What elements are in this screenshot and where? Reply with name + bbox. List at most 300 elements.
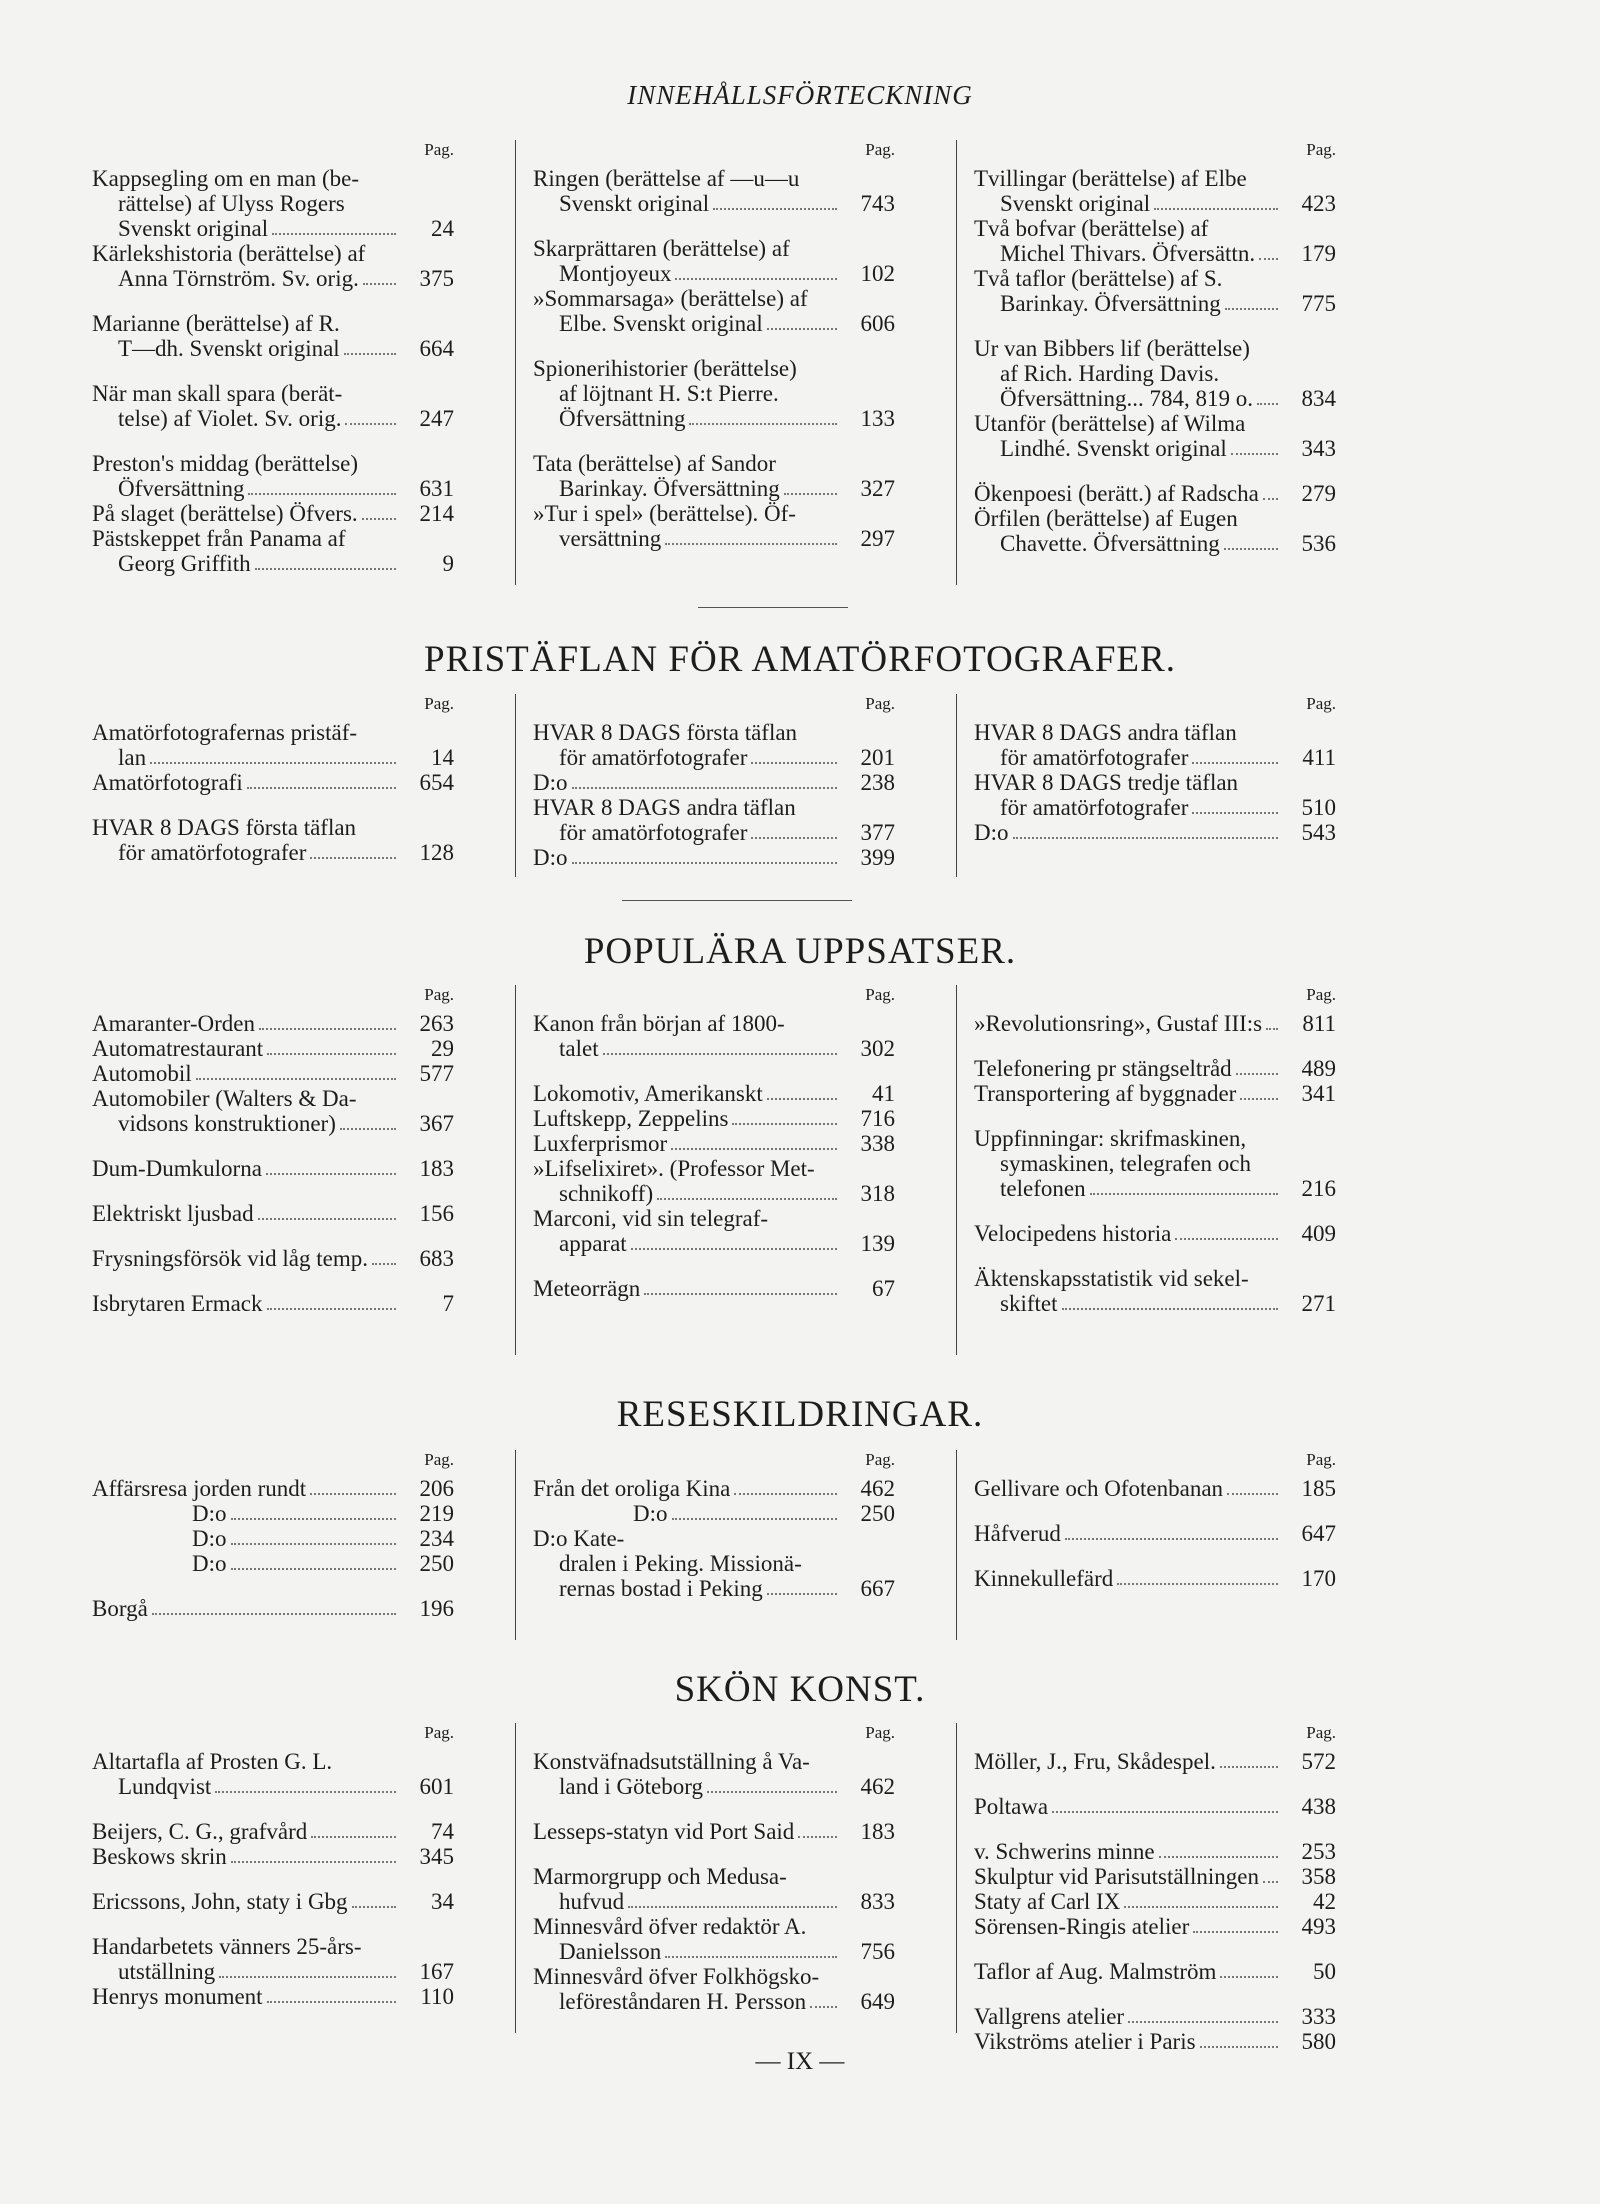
- index-entry: [533, 1749, 895, 1799]
- entry-line-text: Konstväfnadsutställning å Va-: [533, 1749, 810, 1774]
- entry-line: [92, 1201, 400, 1226]
- entry-line-text: Meteorrägn: [533, 1276, 641, 1301]
- entry-line-text: Georg Griffith: [118, 551, 251, 576]
- entry-text: [533, 1276, 841, 1301]
- spacer: [92, 1181, 454, 1201]
- spacer: [974, 461, 1336, 481]
- page-ref: 367: [419, 1111, 454, 1136]
- entry-line: [533, 311, 841, 336]
- entry-text: [92, 501, 400, 526]
- spacer: [533, 1844, 895, 1864]
- page-ref: 250: [860, 1501, 895, 1526]
- index-entry: [974, 1266, 1336, 1316]
- dot-leader: [751, 762, 837, 764]
- entry-line-text: Ökenpoesi (berätt.) af Radscha: [974, 481, 1259, 506]
- index-entry: [974, 1864, 1336, 1889]
- page-ref: 743: [860, 191, 895, 216]
- dot-leader: [231, 1543, 397, 1545]
- entry-line-text: D:o: [192, 1551, 227, 1576]
- column-divider: [515, 985, 516, 1355]
- entry-text: [974, 216, 1282, 266]
- page-ref: 756: [860, 1939, 895, 1964]
- entry-text: [533, 1819, 841, 1844]
- section-title: PRISTÄFLAN FÖR AMATÖRFOTOGRAFER.: [424, 639, 1176, 680]
- entry-line-text: »Revolutionsring», Gustaf III:s: [974, 1011, 1263, 1036]
- dot-leader: [258, 1218, 396, 1220]
- dot-leader: [345, 423, 396, 425]
- entry-line: [92, 1984, 400, 2009]
- entry-line-text: Luxferprismor: [533, 1131, 668, 1156]
- page-ref: 811: [1302, 1011, 1336, 1036]
- entry-line: [974, 241, 1282, 266]
- dot-leader: [1266, 1028, 1278, 1030]
- page-ref: 271: [1301, 1291, 1336, 1316]
- page-ref: 42: [1313, 1889, 1336, 1914]
- page-ref: 631: [419, 476, 454, 501]
- entry-line-text: talet: [559, 1036, 599, 1061]
- dot-leader: [1224, 548, 1278, 550]
- dot-leader: [1159, 1856, 1278, 1858]
- index-entry: [92, 1246, 454, 1271]
- index-entry: [974, 166, 1336, 216]
- entry-line-text: Henrys monument: [92, 1984, 263, 2009]
- entry-line: [533, 1081, 841, 1106]
- entry-text: [92, 381, 400, 431]
- entry-text: [533, 1476, 841, 1501]
- entry-text: [92, 1551, 400, 1576]
- entry-line-text: Ur van Bibbers lif (berättelse): [974, 336, 1250, 361]
- page-ref: 377: [860, 820, 895, 845]
- dot-leader: [665, 543, 837, 545]
- entry-text: [92, 1011, 400, 1036]
- entry-text: [92, 1889, 400, 1914]
- index-entry: [974, 1889, 1336, 1914]
- index-entry: [533, 1276, 895, 1301]
- entry-line-text: D:o Kate-: [533, 1526, 625, 1551]
- entry-line-text: Preston's middag (berättelse): [92, 451, 359, 476]
- dot-leader: [372, 1263, 396, 1265]
- index-entry: [92, 1011, 454, 1036]
- column: [974, 1450, 1336, 1591]
- entry-text: [974, 1889, 1282, 1914]
- entry-line-text: Telefonering pr stängseltråd: [974, 1056, 1232, 1081]
- dot-leader: [572, 787, 838, 789]
- page-ref: 399: [860, 845, 895, 870]
- entry-line: [92, 216, 400, 241]
- entry-text: [533, 1106, 841, 1131]
- pag-label: Pag.: [865, 985, 895, 1004]
- entry-line: [92, 1501, 400, 1526]
- entry-line-text: Öfversättning: [559, 406, 686, 431]
- entry-line: [92, 840, 400, 865]
- entry-line: [92, 770, 400, 795]
- entry-line-text: Utanför (berättelse) af Wilma: [974, 411, 1246, 436]
- entry-text: [92, 1934, 400, 1984]
- page-ref: 50: [1313, 1959, 1336, 1984]
- spacer: [974, 316, 1336, 336]
- dot-leader: [231, 1518, 397, 1520]
- dot-leader: [672, 1518, 838, 1520]
- index-entry: [533, 720, 895, 770]
- index-entry: [92, 451, 454, 501]
- column-divider: [956, 1450, 957, 1640]
- dot-leader: [1062, 1308, 1279, 1310]
- column: [533, 985, 895, 1301]
- entry-line: [92, 1011, 400, 1036]
- entry-line: [974, 1081, 1282, 1106]
- entry-line: [92, 1844, 400, 1869]
- entry-line-text: D:o: [633, 1501, 668, 1526]
- spacer: [974, 1774, 1336, 1794]
- entry-text: [533, 1501, 841, 1526]
- page-ref: 318: [860, 1181, 895, 1206]
- entry-line-text: Altartafla af Prosten G. L.: [92, 1749, 333, 1774]
- entry-line-text: Skarprättaren (berättelse) af: [533, 236, 790, 261]
- entry-line-text: Michel Thivars. Öfversättn.: [1000, 241, 1256, 266]
- entry-line-text: Ericssons, John, staty i Gbg: [92, 1889, 348, 1914]
- entry-line-text: Lokomotiv, Amerikanskt: [533, 1081, 763, 1106]
- spacer: [974, 1201, 1336, 1221]
- dot-leader: [767, 1098, 837, 1100]
- column: [92, 1723, 454, 2009]
- spacer: [92, 1226, 454, 1246]
- entry-line-text: dralen i Peking. Missionä-: [559, 1551, 802, 1576]
- entry-text: [533, 286, 841, 336]
- spacer: [92, 431, 454, 451]
- entry-line-text: På slaget (berättelse) Öfvers.: [92, 501, 358, 526]
- spacer: [92, 1271, 454, 1291]
- entry-line: [533, 1276, 841, 1301]
- page-ref: 128: [419, 840, 454, 865]
- entry-line-text: af löjtnant H. S:t Pierre.: [559, 381, 779, 406]
- entry-line: [974, 1221, 1282, 1246]
- spacer: [974, 1036, 1336, 1056]
- entry-line-text: vidsons konstruktioner): [118, 1111, 336, 1136]
- index-entry: [92, 1036, 454, 1061]
- dot-leader: [259, 1028, 396, 1030]
- dot-leader: [344, 353, 396, 355]
- pag-label: Pag.: [424, 985, 454, 1004]
- dot-leader: [707, 1791, 837, 1793]
- page-ref: 279: [1301, 481, 1336, 506]
- page-ref: 302: [860, 1036, 895, 1061]
- entry-text: [92, 1476, 400, 1501]
- entry-line-text: för amatörfotografer: [559, 820, 748, 845]
- entry-line: [533, 745, 841, 770]
- entry-line: [92, 1246, 400, 1271]
- entry-text: [974, 1011, 1282, 1036]
- index-entry: [974, 1794, 1336, 1819]
- entry-line: [533, 526, 841, 551]
- dot-leader: [767, 328, 837, 330]
- page-ref: 167: [419, 1959, 454, 1984]
- pag-label: Pag.: [424, 1450, 454, 1469]
- column: [92, 1450, 454, 1621]
- entry-line-text: Tata (berättelse) af Sandor: [533, 451, 776, 476]
- entry-text: [974, 1521, 1282, 1546]
- dot-leader: [1090, 1193, 1278, 1195]
- dot-leader: [784, 493, 837, 495]
- entry-line-text: Skulptur vid Parisutställningen: [974, 1864, 1259, 1889]
- index-entry: [92, 166, 454, 241]
- entry-line-text: Beskows skrin: [92, 1844, 227, 1869]
- dot-leader: [231, 1861, 396, 1863]
- dot-leader: [1231, 453, 1278, 455]
- page-ref: 41: [872, 1081, 895, 1106]
- entry-line: [533, 1231, 841, 1256]
- page-ref: 139: [860, 1231, 895, 1256]
- spacer: [533, 1256, 895, 1276]
- entry-line-text: rättelse) af Ulyss Rogers: [118, 191, 345, 216]
- entry-text: [974, 1959, 1282, 1984]
- entry-line: [533, 845, 841, 870]
- entry-line: [92, 406, 400, 431]
- entry-text: [974, 720, 1282, 770]
- dot-leader: [732, 1123, 837, 1125]
- section-title: POPULÄRA UPPSATSER.: [583, 931, 1017, 972]
- page-ref: 338: [860, 1131, 895, 1156]
- page-ref: 462: [860, 1774, 895, 1799]
- entry-line-text: Handarbetets vänners 25-års-: [92, 1934, 362, 1959]
- entry-line: [974, 1749, 1282, 1774]
- page-ref: 253: [1301, 1839, 1336, 1864]
- entry-line: [533, 261, 841, 286]
- entry-text: [92, 815, 400, 865]
- entry-line-text: Luftskepp, Zeppelins: [533, 1106, 729, 1131]
- page-ref: 341: [1301, 1081, 1336, 1106]
- index-entry: [974, 1839, 1336, 1864]
- column-divider: [515, 1723, 516, 2033]
- entry-line: [974, 436, 1282, 461]
- entry-text: [533, 1011, 841, 1061]
- entry-line: [92, 551, 400, 576]
- entry-line: [92, 1774, 400, 1799]
- page-ref: 238: [860, 770, 895, 795]
- index-entry: [533, 1819, 895, 1844]
- index-entry: [533, 770, 895, 795]
- dot-leader: [310, 857, 396, 859]
- index-entry: [92, 1551, 454, 1576]
- column-divider: [515, 1450, 516, 1640]
- entry-line-text: Lesseps-statyn vid Port Said: [533, 1819, 795, 1844]
- dot-leader: [689, 423, 837, 425]
- section-title: RESESKILDRINGAR.: [616, 1394, 984, 1435]
- index-entry: [92, 1749, 454, 1799]
- entry-line: [92, 266, 400, 291]
- page-ref: 7: [442, 1291, 454, 1316]
- entry-line: [974, 1291, 1282, 1316]
- index-entry: [974, 1914, 1336, 1939]
- pag-label: Pag.: [1306, 140, 1336, 159]
- entry-text: [974, 2004, 1282, 2029]
- page-ref: 247: [419, 406, 454, 431]
- dot-leader: [1220, 1976, 1278, 1978]
- entry-line: [974, 481, 1282, 506]
- dot-leader: [1052, 1811, 1278, 1813]
- index-entry: [533, 451, 895, 501]
- dot-leader: [152, 1613, 396, 1615]
- dot-leader: [1225, 308, 1278, 310]
- spacer: [92, 1576, 454, 1596]
- entry-line-text: Kanon från början af 1800-: [533, 1011, 785, 1036]
- entry-text: [92, 311, 400, 361]
- page-ref: 156: [419, 1201, 454, 1226]
- dot-leader: [751, 837, 837, 839]
- entry-line-text: symaskinen, telegrafen och: [1000, 1151, 1251, 1176]
- dot-leader: [215, 1791, 396, 1793]
- entry-text: [92, 166, 400, 241]
- entry-line-text: Danielsson: [559, 1939, 662, 1964]
- page-ref: 536: [1301, 531, 1336, 556]
- page-ref: 14: [431, 745, 454, 770]
- pag-label: Pag.: [424, 694, 454, 713]
- dot-leader: [267, 1308, 396, 1310]
- entry-line-text: Öfversättning: [118, 476, 245, 501]
- dot-leader: [231, 1568, 397, 1570]
- entry-line: [974, 1011, 1282, 1036]
- page-ref: 185: [1301, 1476, 1336, 1501]
- entry-text: [92, 1749, 400, 1799]
- entry-line-text: D:o: [192, 1501, 227, 1526]
- entry-text: [533, 1864, 841, 1914]
- index-entry: [533, 1011, 895, 1061]
- index-entry: [92, 1061, 454, 1086]
- dot-leader: [603, 1053, 837, 1055]
- spacer: [533, 431, 895, 451]
- index-entry: [92, 1501, 454, 1526]
- entry-line: [533, 1774, 841, 1799]
- index-entry: [533, 166, 895, 216]
- index-entry: [92, 1844, 454, 1869]
- index-entry: [974, 1126, 1336, 1201]
- page-ref: 489: [1301, 1056, 1336, 1081]
- dot-leader: [1128, 2021, 1278, 2023]
- pag-label: Pag.: [865, 1450, 895, 1469]
- entry-text: [974, 1221, 1282, 1246]
- entry-line-text: Transportering af byggnader: [974, 1081, 1237, 1106]
- entry-text: [533, 451, 841, 501]
- dot-leader: [1124, 1906, 1278, 1908]
- column: [92, 140, 454, 576]
- page-ref: 297: [860, 526, 895, 551]
- entry-line-text: Affärsresa jorden rundt: [92, 1476, 307, 1501]
- entry-line: [533, 1889, 841, 1914]
- page-ref: 102: [860, 261, 895, 286]
- page-ref: 580: [1301, 2029, 1336, 2054]
- entry-line-text: Anna Törnström. Sv. orig.: [118, 266, 359, 291]
- dot-leader: [628, 1906, 837, 1908]
- index-entry: [533, 1914, 895, 1964]
- page-ref: 606: [860, 311, 895, 336]
- dot-leader: [1192, 762, 1278, 764]
- entry-line-text: utställning: [118, 1959, 216, 1984]
- entry-line: [974, 1521, 1282, 1546]
- entry-line: [974, 1959, 1282, 1984]
- entry-line-text: Håfverud: [974, 1521, 1061, 1546]
- index-entry: [974, 336, 1336, 411]
- dot-leader: [1259, 258, 1278, 260]
- spacer: [533, 216, 895, 236]
- entry-line-text: Minnesvård öfver redaktör A.: [533, 1914, 807, 1939]
- entry-line: [533, 770, 841, 795]
- entry-line-text: af Rich. Harding Davis.: [1000, 361, 1220, 386]
- entry-text: [92, 1061, 400, 1086]
- entry-line-text: Tvillingar (berättelse) af Elbe: [974, 166, 1247, 191]
- column-divider: [956, 694, 957, 877]
- dot-leader: [1117, 1583, 1278, 1585]
- dot-leader: [671, 1148, 837, 1150]
- entry-line-text: Elektriskt ljusbad: [92, 1201, 254, 1226]
- entry-line: [974, 820, 1282, 845]
- page-ref: 206: [419, 1476, 454, 1501]
- entry-text: [974, 1126, 1282, 1201]
- entry-text: [92, 451, 400, 501]
- entry-text: [974, 1794, 1282, 1819]
- dot-leader: [248, 493, 396, 495]
- pag-label: Pag.: [424, 1723, 454, 1742]
- entry-line-text: v. Schwerins minne: [974, 1839, 1155, 1864]
- entry-text: [92, 720, 400, 770]
- page-ref: 647: [1301, 1521, 1336, 1546]
- index-entry: [974, 481, 1336, 506]
- page-ref: 438: [1301, 1794, 1336, 1819]
- index-entry: [974, 1221, 1336, 1246]
- page-ref: 219: [419, 1501, 454, 1526]
- page-ref: 74: [431, 1819, 454, 1844]
- index-entry: [974, 820, 1336, 845]
- index-entry: [92, 381, 454, 431]
- pag-label: Pag.: [865, 694, 895, 713]
- index-entry: [974, 1081, 1336, 1106]
- index-entry: [92, 1819, 454, 1844]
- dot-leader: [1193, 1931, 1278, 1933]
- index-entry: [92, 1086, 454, 1136]
- entry-line-text: Beijers, C. G., grafvård: [92, 1819, 308, 1844]
- entry-text: [974, 166, 1282, 216]
- entry-text: [974, 770, 1282, 820]
- entry-line-text: lan: [118, 745, 147, 770]
- page-ref: 775: [1301, 291, 1336, 316]
- dot-leader: [734, 1493, 837, 1495]
- index-entry: [533, 286, 895, 336]
- page-ref: 196: [419, 1596, 454, 1621]
- entry-line-text: Kappsegling om en man (be-: [92, 166, 359, 191]
- index-entry: [92, 241, 454, 291]
- entry-line-text: för amatörfotografer: [1000, 745, 1189, 770]
- entry-line-text: D:o: [533, 770, 568, 795]
- dot-leader: [1065, 1538, 1278, 1540]
- index-entry: [92, 815, 454, 865]
- entry-line-text: Ringen (berättelse af —u—u: [533, 166, 800, 191]
- entry-line: [974, 386, 1282, 411]
- entry-line-text: Svenskt original: [1000, 191, 1151, 216]
- column: [533, 694, 895, 870]
- entry-text: [92, 1844, 400, 1869]
- page-ref: 664: [419, 336, 454, 361]
- page-number: — IX —: [755, 2048, 845, 2075]
- page-ref: 834: [1301, 386, 1336, 411]
- entry-line: [533, 191, 841, 216]
- entry-line-text: Lundqvist: [118, 1774, 212, 1799]
- index-entry: [974, 1566, 1336, 1591]
- dot-leader: [713, 208, 837, 210]
- entry-line: [92, 1291, 400, 1316]
- entry-line: [92, 1959, 400, 1984]
- entry-text: [92, 1501, 400, 1526]
- entry-line-text: Lindhé. Svenskt original: [1000, 436, 1227, 461]
- page-ref: 24: [431, 216, 454, 241]
- entry-text: [92, 526, 400, 576]
